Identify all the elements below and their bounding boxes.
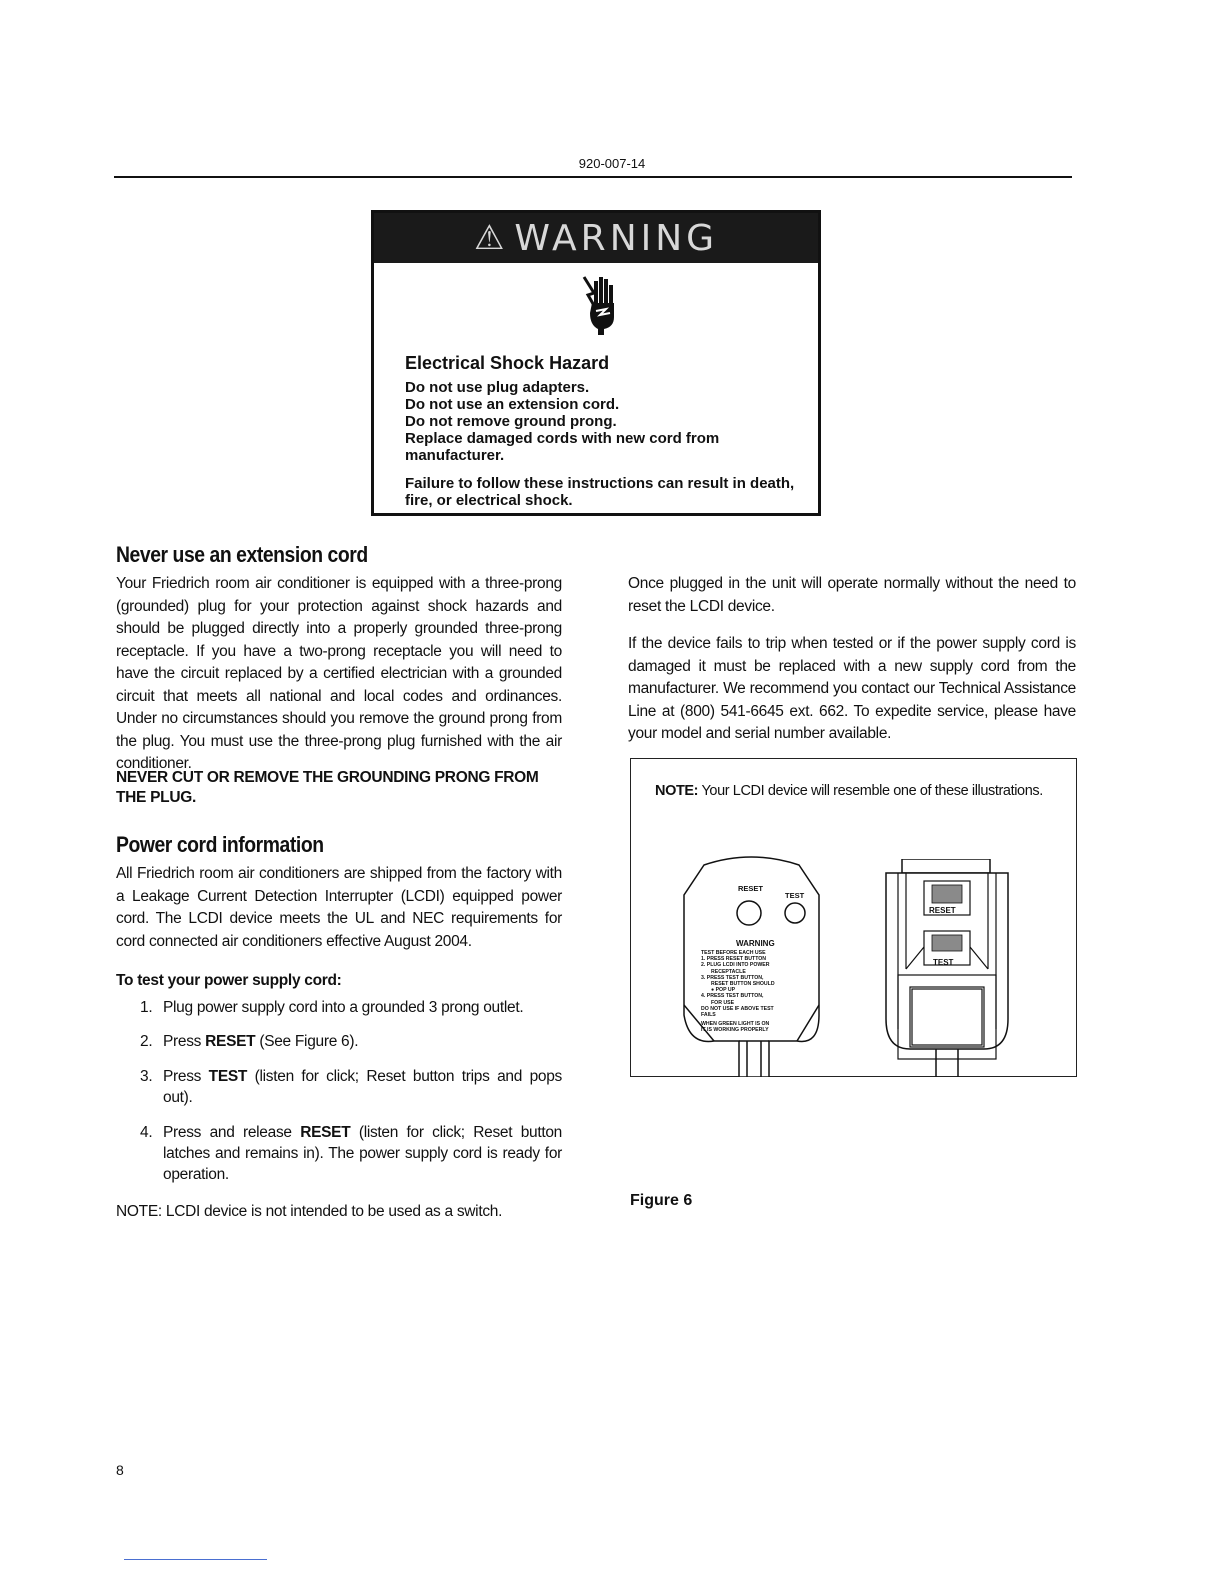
- hazard-line: Replace damaged cords with new cord from manufacturer.: [405, 430, 720, 464]
- test-keyword: TEST: [208, 1068, 248, 1085]
- extension-cord-heading: Never use an extension cord: [116, 542, 368, 567]
- extension-cord-body: Your Friedrich room air conditioner is equipped with a three-prong (grounded) plug for your protection against shock hazards and should be plugged directly into a properly grounded three-prong receptacle. If you have a two-prong receptacle you will need to have the circuit replaced by a certified electrician with a grounded circuit that meets all national and local codes and ordinances. Under no circumstances should you remove the ground prong from the plug. You must use the three-prong plug furnished with the air conditioner.: [116, 575, 562, 772]
- right-paragraph-1: Once plugged in the unit will operate normally without the need to reset the LCDI device.: [628, 575, 1076, 615]
- reset-keyword: RESET: [300, 1124, 351, 1141]
- lcdi-switch-note: NOTE: LCDI device is not intended to be used as a switch.: [116, 1203, 503, 1220]
- warning-triangle-icon: ⚠: [473, 218, 509, 258]
- power-cord-heading: Power cord information: [116, 832, 324, 857]
- lcdi-device-square: [884, 859, 1010, 1077]
- hazard-line: Do not remove ground prong.: [405, 413, 617, 430]
- hazard-instructions: [405, 379, 775, 464]
- figure-caption: Figure 6: [630, 1192, 693, 1209]
- test-step: [140, 997, 562, 1018]
- reset-keyword: RESET: [205, 1033, 256, 1050]
- lcdi-test-label: TEST: [785, 891, 805, 900]
- electric-shock-hand-icon: [582, 273, 616, 335]
- footer-rule: [124, 1559, 267, 1560]
- grounding-prong-warning: NEVER CUT OR REMOVE THE GROUNDING PRONG FROM THE PLUG.: [116, 769, 539, 806]
- step-text: Press and release RESET (listen for click; Reset button latches and remains in). The power supply cord is ready for operation.: [163, 1124, 562, 1183]
- lcdi-reset-label: RESET: [738, 884, 764, 893]
- step-number: 2.: [140, 1033, 153, 1050]
- hazard-result: Failure to follow these instructions can result in death, fire, or electrical shock.: [405, 475, 795, 509]
- warning-banner-text: WARNING: [514, 217, 719, 259]
- figure-6-box: [630, 758, 1077, 1077]
- step-number: 1.: [140, 999, 153, 1016]
- test-step: [140, 1031, 562, 1052]
- warning-box: [371, 210, 821, 516]
- lcdi-warning-title: WARNING: [736, 939, 775, 948]
- lcdi-instructions: TEST BEFORE EACH USE 1. PRESS RESET BUTTON 2. PLUG LCDI INTO POWER RECEPTACLE 3. PRESS TEST BUTTON, RESET BUTTON SHOULD ● POP UP 4. PRESS TEST BUTTON, FOR USE DO NOT USE IF ABOVE TEST FAILS WHEN GREEN LIGHT IS ON IT IS WORKING PROPERLY: [701, 950, 775, 1034]
- warning-banner: [374, 213, 818, 263]
- hazard-line: Do not use plug adapters.: [405, 379, 590, 396]
- step-number: 3.: [140, 1068, 153, 1085]
- hazard-line: Do not use an extension cord.: [405, 396, 620, 413]
- test-heading: To test your power supply cord:: [116, 972, 342, 989]
- device-test-label: TEST: [933, 958, 954, 967]
- header-rule: [114, 176, 1072, 178]
- device-window: [910, 1085, 984, 1125]
- device-reset-label: RESET: [929, 906, 956, 915]
- hazard-title: Electrical Shock Hazard: [405, 353, 610, 373]
- figure-note: NOTE: Your LCDI device will resemble one of these illustrations.: [655, 783, 1043, 799]
- step-text: Press RESET (See Figure 6).: [163, 1033, 359, 1050]
- power-cord-body: All Friedrich room air conditioners are shipped from the factory with a Leakage Current Detection Interrupter (LCDI) equipped power cord. The LCDI device meets the UL and NEC requirements for cord connected air conditioners effective August 2004.: [116, 865, 562, 950]
- step-number: 4.: [140, 1124, 153, 1141]
- right-paragraph-2: If the device fails to trip when tested or if the power supply cord is damaged it must be replaced with a new supply cord from the manufacturer. We recommend you contact our Technical Assistance Line at (800) 541-6645 ext. 662. To expedite service, please have your model and serial number available.: [628, 635, 1076, 742]
- document-number: 920-007-14: [578, 156, 646, 171]
- page-number: 8: [116, 1462, 124, 1478]
- step-text: Plug power supply cord into a grounded 3 prong outlet.: [163, 999, 524, 1016]
- test-step: [140, 1122, 562, 1185]
- test-step: [140, 1066, 562, 1108]
- step-text: Press TEST (listen for click; Reset button trips and pops out).: [163, 1068, 562, 1106]
